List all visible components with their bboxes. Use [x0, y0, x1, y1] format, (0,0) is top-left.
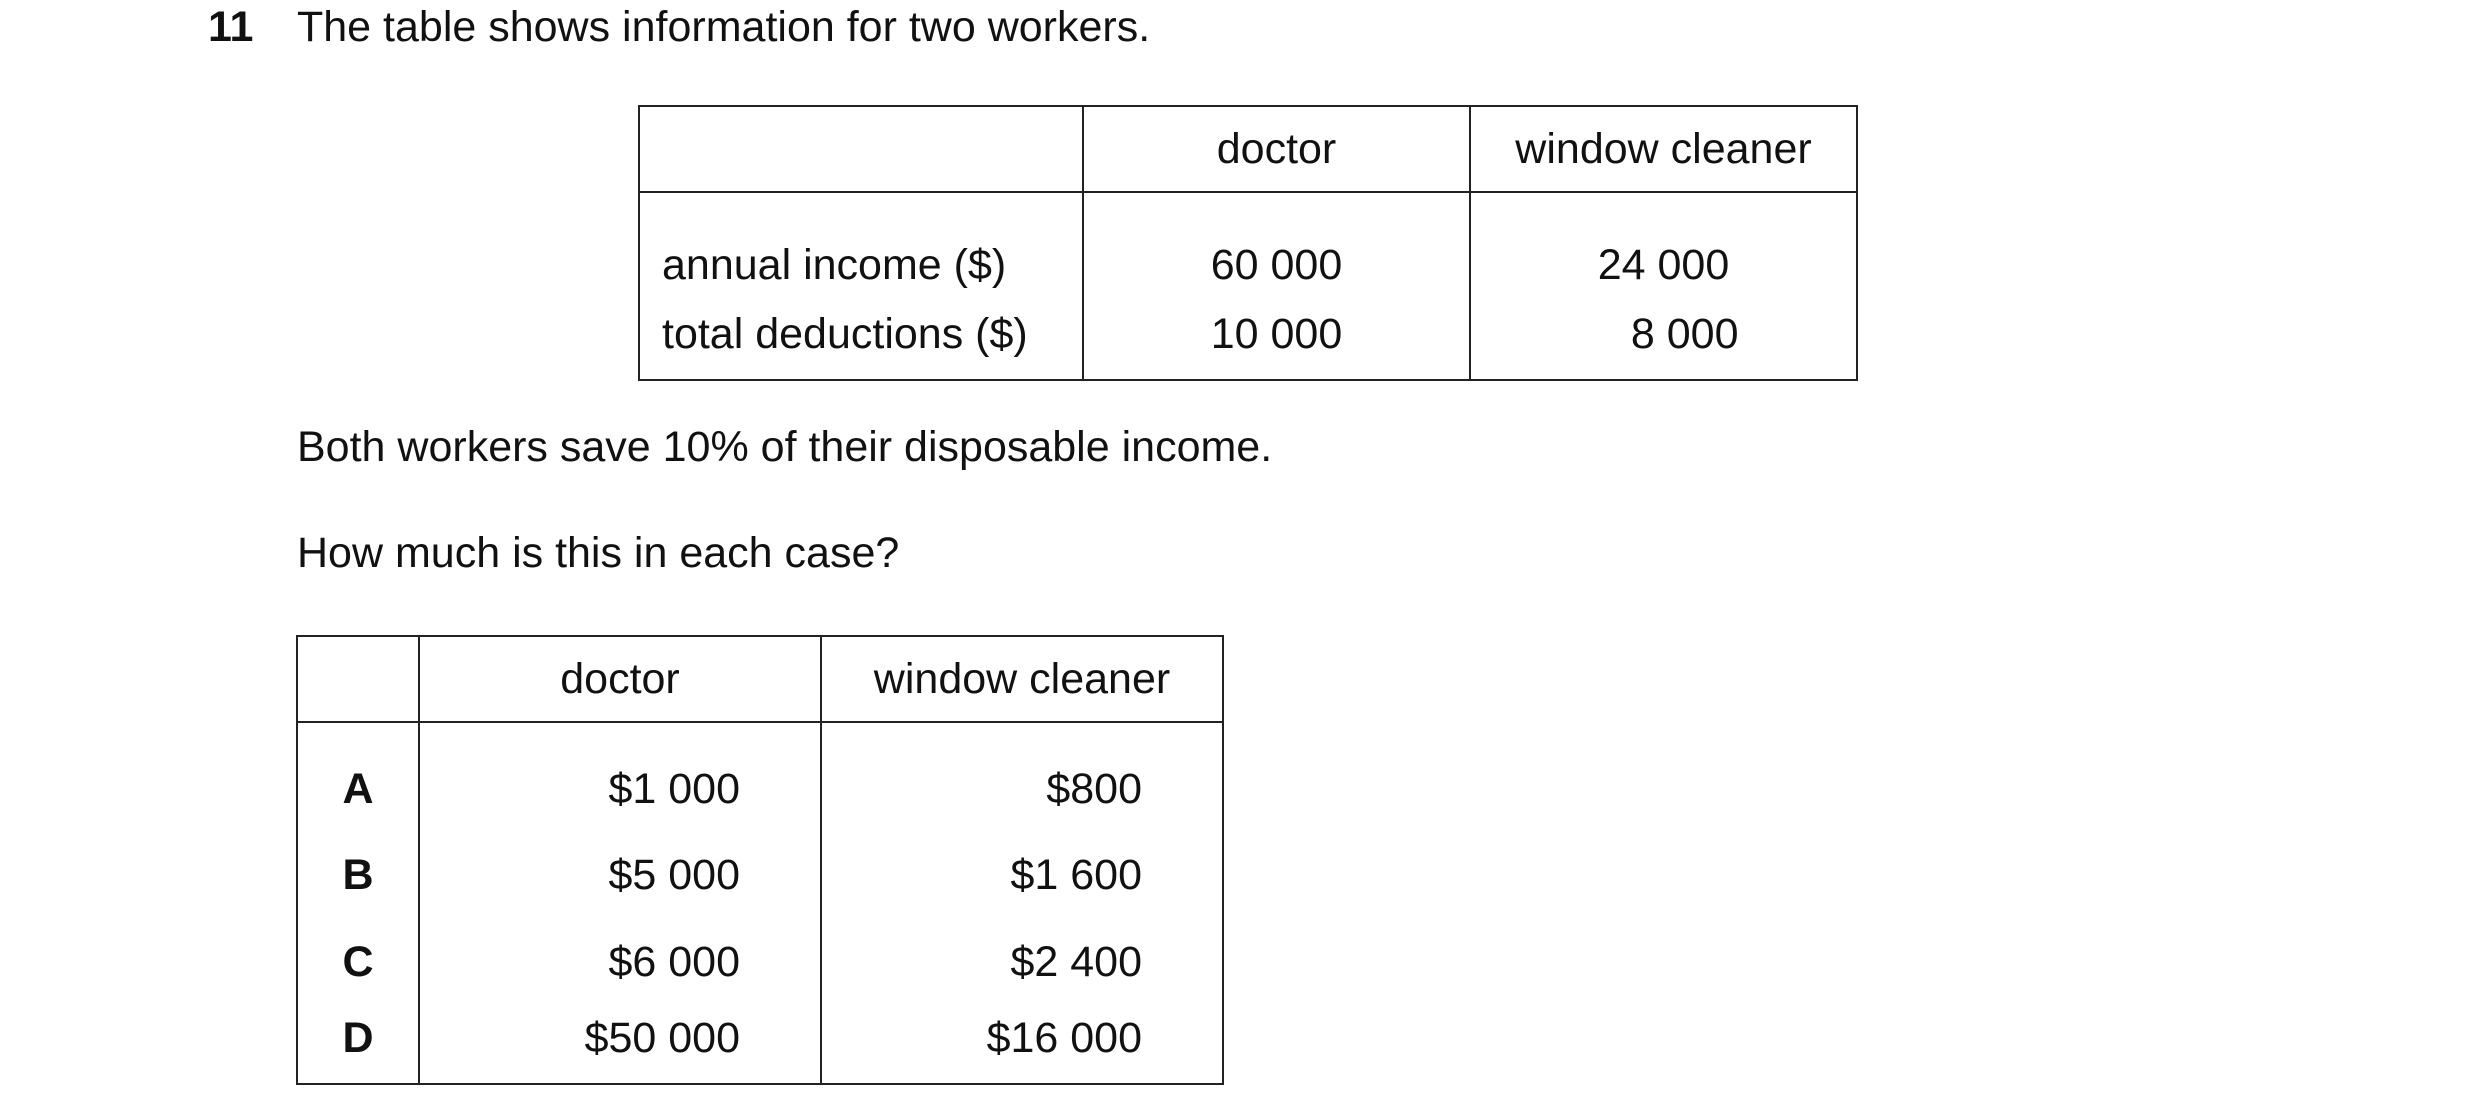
prompt-text: How much is this in each case?: [297, 529, 900, 577]
row-label: annual income ($): [639, 192, 1083, 302]
option-doctor-text: $5 000: [608, 851, 740, 899]
option-doctor: [419, 1006, 821, 1084]
option-key: B: [297, 832, 419, 919]
answer-option-d[interactable]: [297, 1006, 1223, 1084]
option-key: C: [297, 919, 419, 1006]
table-row: [639, 192, 1857, 302]
window-cleaner-value: [1470, 302, 1857, 380]
option-window-cleaner-text: $800: [1046, 765, 1142, 813]
option-key: A: [297, 722, 419, 832]
info-table: [638, 105, 1858, 381]
option-key: D: [297, 1006, 419, 1084]
answer-header-blank: [297, 636, 419, 722]
table-row: [639, 302, 1857, 380]
window-cleaner-value-text: 8 000: [1630, 310, 1739, 358]
window-cleaner-value: 24 000: [1470, 192, 1857, 302]
info-header-doctor: doctor: [1083, 106, 1470, 192]
row-label: total deductions ($): [639, 302, 1083, 380]
option-window-cleaner: [821, 722, 1223, 832]
statement-text: Both workers save 10% of their disposable income.: [297, 423, 1273, 471]
option-doctor: [419, 919, 821, 1006]
option-window-cleaner: [821, 832, 1223, 919]
option-window-cleaner: [821, 919, 1223, 1006]
option-doctor: [419, 832, 821, 919]
option-window-cleaner-text: $1 600: [1010, 851, 1142, 899]
option-doctor-text: $6 000: [608, 938, 740, 986]
answer-option-a[interactable]: [297, 722, 1223, 832]
info-header-blank: [639, 106, 1083, 192]
answer-option-b[interactable]: [297, 832, 1223, 919]
doctor-value: 60 000: [1083, 192, 1470, 302]
option-window-cleaner-text: $16 000: [986, 1014, 1142, 1062]
info-header-window-cleaner: window cleaner: [1470, 106, 1857, 192]
option-window-cleaner: [821, 1006, 1223, 1084]
answer-option-c[interactable]: [297, 919, 1223, 1006]
answer-header-doctor: doctor: [419, 636, 821, 722]
option-doctor-text: $1 000: [608, 765, 740, 813]
answer-header-window-cleaner: window cleaner: [821, 636, 1223, 722]
doctor-value: 10 000: [1083, 302, 1470, 380]
answer-table: [296, 635, 1224, 1085]
option-doctor: [419, 722, 821, 832]
answer-table-header-row: [297, 636, 1223, 722]
info-table-header-row: [639, 106, 1857, 192]
question-intro: The table shows information for two workers.: [297, 3, 1151, 51]
question-number: 11: [208, 3, 254, 51]
option-window-cleaner-text: $2 400: [1010, 938, 1142, 986]
option-doctor-text: $50 000: [584, 1014, 740, 1062]
